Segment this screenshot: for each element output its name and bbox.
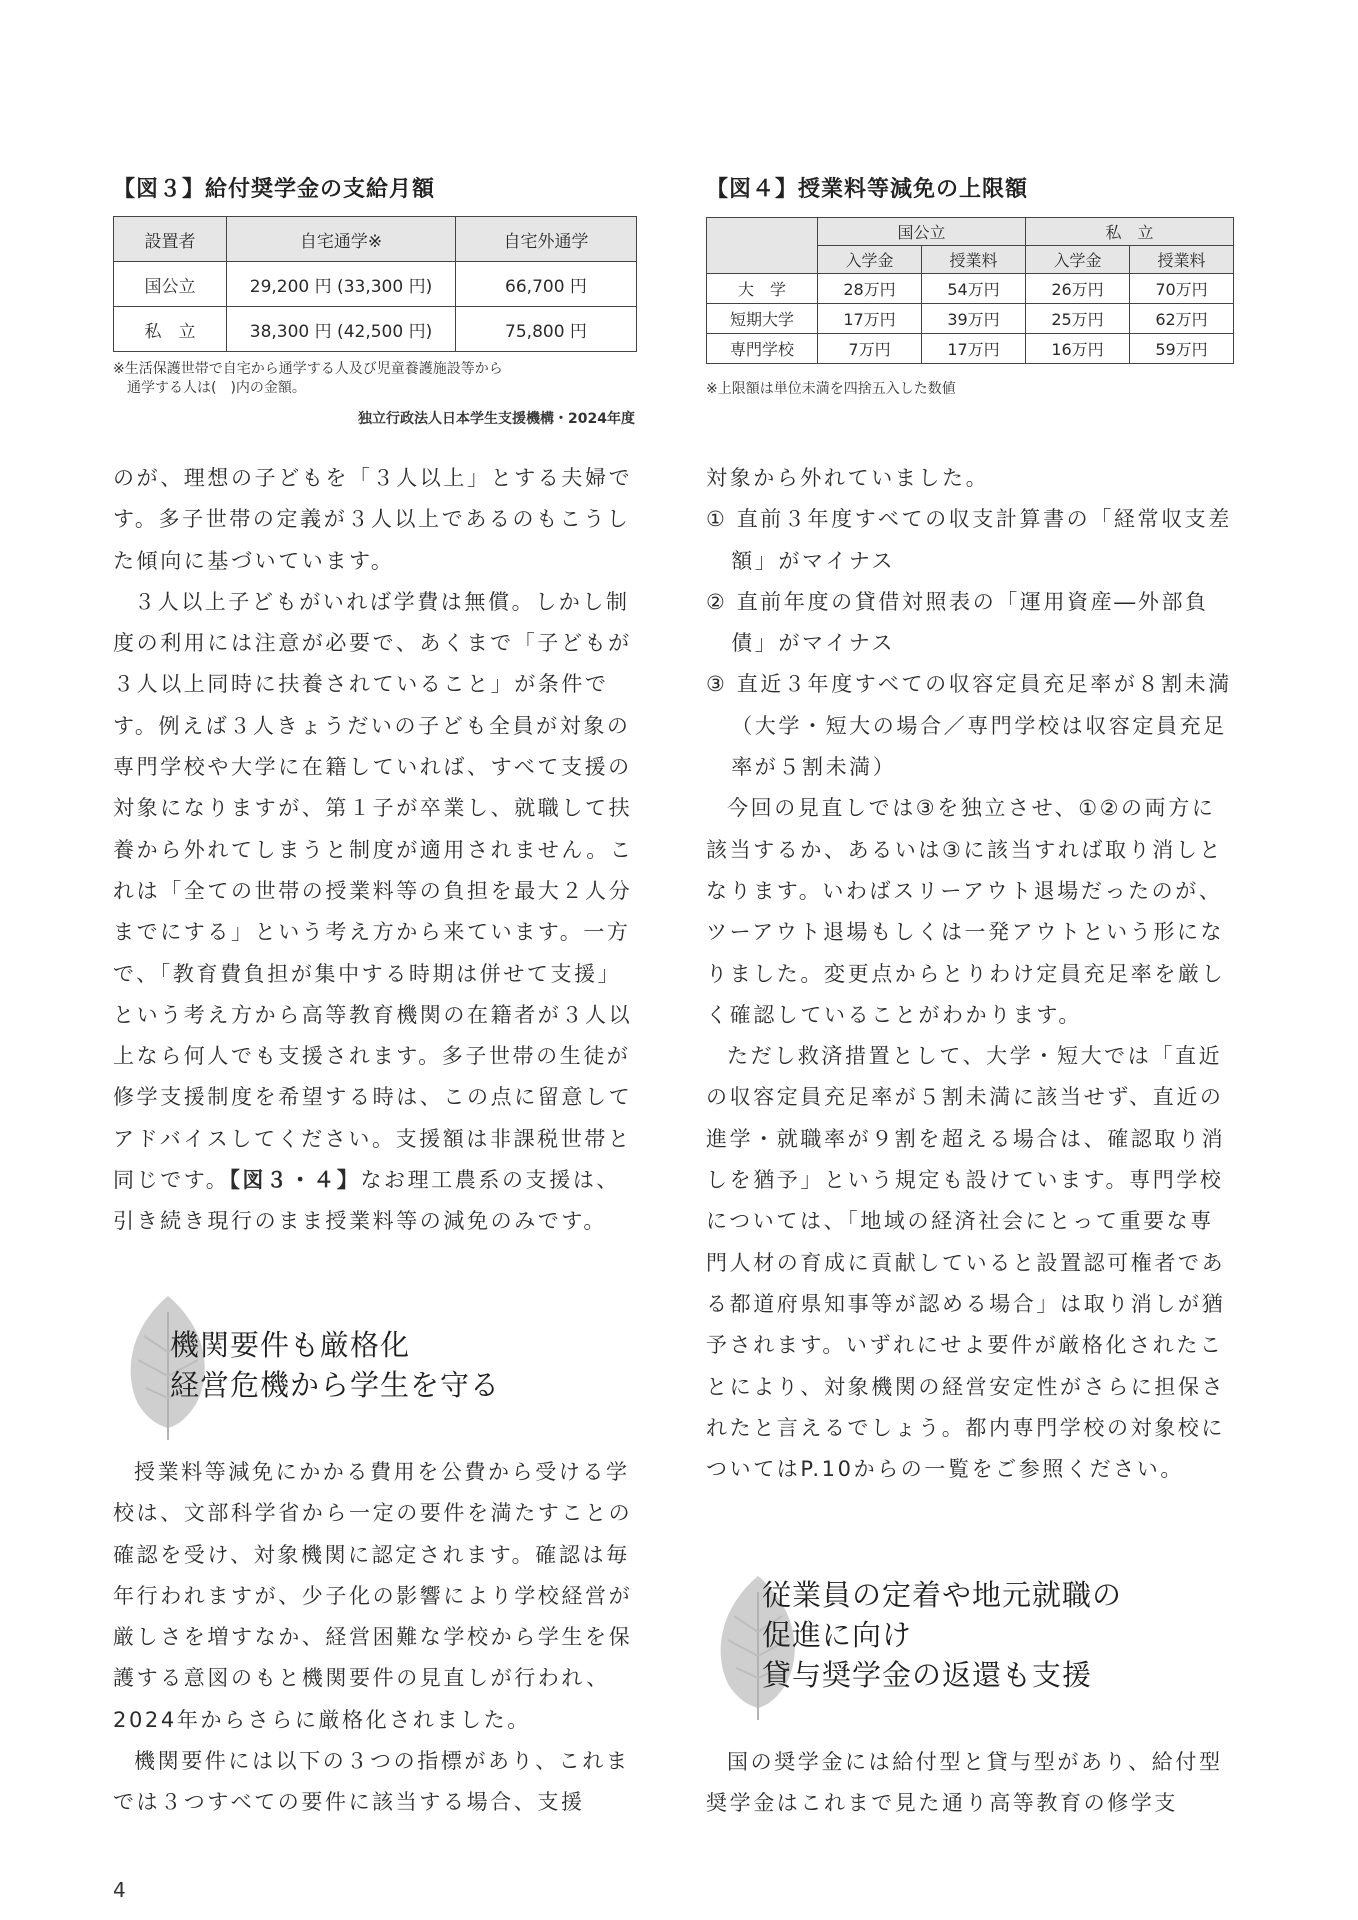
table-cell: 16万円 xyxy=(1026,334,1130,364)
table-row xyxy=(114,307,637,352)
paragraph-text: なお理工農系の支援は、引き続き現行のまま授業料等の減免のみです。 xyxy=(113,1168,621,1234)
section-heading-1 xyxy=(170,1325,500,1405)
table-row xyxy=(707,334,1234,364)
table-cell: 62万円 xyxy=(1130,304,1234,334)
table-cell: 17万円 xyxy=(818,304,922,334)
section-heading-2 xyxy=(762,1575,1122,1695)
table-row xyxy=(707,218,1234,246)
heading-line: 促進に向け xyxy=(762,1618,913,1652)
fig3-note xyxy=(113,360,503,398)
fig3-title: 【図３】給付奨学金の支給月額 xyxy=(113,177,436,202)
table-row xyxy=(114,262,637,307)
table-header-cell: 入学金 xyxy=(1026,246,1130,274)
table-header-cell: 授業料 xyxy=(1130,246,1234,274)
paragraph xyxy=(113,582,641,1243)
heading-line: 経営危機から学生を守る xyxy=(170,1368,501,1402)
paragraph: 対象から外れていました。 xyxy=(706,466,990,490)
paragraph: 今回の見直しでは③を独立させ、①②の両方に該当するか、あるいは③に該当すれば取り消しとなります。いわばスリーアウト退場だったのが、ツーアウト退場もしくは一発アウトという形になりました。変更点からとりわけ定員充足率を厳しく確認していることがわかります。 xyxy=(706,796,1226,1027)
table-cell: 75,800 円 xyxy=(456,307,637,352)
page-number: 4 xyxy=(113,1878,126,1902)
table-row xyxy=(707,304,1234,334)
table-header-cell: 国公立 xyxy=(818,218,1026,246)
table-cell: 25万円 xyxy=(1026,304,1130,334)
table-header-cell: 自宅通学※ xyxy=(227,217,456,262)
fig4-note: ※上限額は単位未満を四捨五入した数値 xyxy=(706,381,956,397)
paragraph: のが、理想の子どもを「３人以上」とする夫婦です。多子世帯の定義が３人以上であるのもこうした傾向に基づいています。 xyxy=(113,466,633,573)
heading-line: 機関要件も厳格化 xyxy=(170,1328,411,1362)
heading-line: 従業員の定着や地元就職の xyxy=(762,1578,1123,1612)
list-item: ① 直前３年度すべての収支計算書の「経常収支差額」がマイナス xyxy=(706,507,1232,573)
list-item: ③ 直近３年度すべての収容定員充足率が８割未満（大学・短大の場合／専門学校は収容定員充足率が５割未満） xyxy=(706,672,1232,780)
table-header-cell: 私 立 xyxy=(1026,218,1234,246)
table-header-cell: 授業料 xyxy=(922,246,1026,274)
table-cell: 59万円 xyxy=(1130,334,1234,364)
table-cell: 専門学校 xyxy=(707,334,818,364)
right-column-top xyxy=(706,458,1234,1490)
paragraph: ただし救済措置として、大学・短大では「直近の収容定員充足率が５割未満に該当せず、直近の進学・就職率が９割を超える場合は、確認取り消しを猶予」という規定も設けています。専門学校については、「地域の経済社会にとって重要な専門人材の育成に貢献していると設置認可権者である都道府県知事等が認める場合」は取り消しが猶予されます。いずれにせよ要件が厳格化されたことにより、対象機関の経営安定性がさらに担保されたと言えるでしょう。都内専門学校の対象校についてはP.10からの一覧をご参照ください。 xyxy=(706,1044,1226,1482)
fig3-table xyxy=(113,216,637,352)
left-column-top xyxy=(113,458,641,1243)
list-item: ② 直前年度の貸借対照表の「運用資産―外部負債」がマイナス xyxy=(706,589,1209,656)
table-cell: 大 学 xyxy=(707,274,818,304)
fig3-source: 独立行政法人日本学生支援機構・2024年度 xyxy=(358,411,635,427)
paragraph: 国の奨学金には給付型と貸与型があり、給付型奨学金はこれまで見た通り高等教育の修学支 xyxy=(706,1750,1223,1816)
fig4-title: 【図４】授業料等減免の上限額 xyxy=(706,177,1029,202)
table-cell: 38,300 円 (42,500 円) xyxy=(227,307,456,352)
table-cell: 26万円 xyxy=(1026,274,1130,304)
table-header-cell: 設置者 xyxy=(114,217,227,262)
table-cell: 私 立 xyxy=(114,307,227,352)
fig3-note-line1: ※生活保護世帯で自宅から通学する人及び児童養護施設等から xyxy=(113,361,503,377)
table-header-cell: 自宅外通学 xyxy=(456,217,637,262)
table-cell: 国公立 xyxy=(114,262,227,307)
table-cell: 17万円 xyxy=(922,334,1026,364)
table-cell: 短期大学 xyxy=(707,304,818,334)
table-header-cell: 入学金 xyxy=(818,246,922,274)
fig4-table xyxy=(706,217,1234,364)
table-cell: 39万円 xyxy=(922,304,1026,334)
heading-line: 貸与奨学金の返還も支援 xyxy=(762,1658,1093,1692)
table-cell: 7万円 xyxy=(818,334,922,364)
table-row xyxy=(707,274,1234,304)
table-row xyxy=(114,217,637,262)
table-cell: 54万円 xyxy=(922,274,1026,304)
table-cell: 66,700 円 xyxy=(456,262,637,307)
table-cell: 28万円 xyxy=(818,274,922,304)
right-column-bottom xyxy=(706,1742,1234,1825)
table-cell: 70万円 xyxy=(1130,274,1234,304)
table-header-cell xyxy=(707,218,818,274)
paragraph: 授業料等減免にかかる費用を公費から受ける学校は、文部科学省から一定の要件を満たすことの確認を受け、対象機関に認定されます。確認は毎年行われますが、少子化の影響により学校経営が厳しさを増すなか、経営困難な学校から学生を保護する意図のもと機関要件の見直しが行われ、2024年からさらに厳格化されました。 xyxy=(113,1460,633,1732)
fig3-note-line2: 通学する人は( )内の金額。 xyxy=(113,380,306,396)
left-column-bottom xyxy=(113,1452,641,1824)
table-cell: 29,200 円 (33,300 円) xyxy=(227,262,456,307)
paragraph: 機関要件には以下の３つの指標があり、これまでは３つすべての要件に該当する場合、支援 xyxy=(113,1749,630,1815)
paragraph-text: ３人以上子どもがいれば学費は無償。しかし制度の利用には注意が必要で、あくまで「子どもが３人以上同時に扶養されていること」が条件です。例えば３人きょうだいの子ども全員が対象の専門学校や大学に在籍していれば、すべて支援の対象になりますが、第１子が卒業し、就職して扶養から外れてしまうと制度が適用されません。これは「全ての世帯の授業料等の負担を最大２人分までにする」という考え方から来ています。一方で、「教育費負担が集中する時期は併せて支援」という考え方から高等教育機関の在籍者が３人以上なら何人でも支援されます。多子世帯の生徒が修学支援制度を希望する時は、この点に留意してアドバイスしてください。支援額は非課税世帯と同じです。 xyxy=(113,589,634,1193)
figure-reference: 【図３・４】 xyxy=(229,1168,361,1193)
